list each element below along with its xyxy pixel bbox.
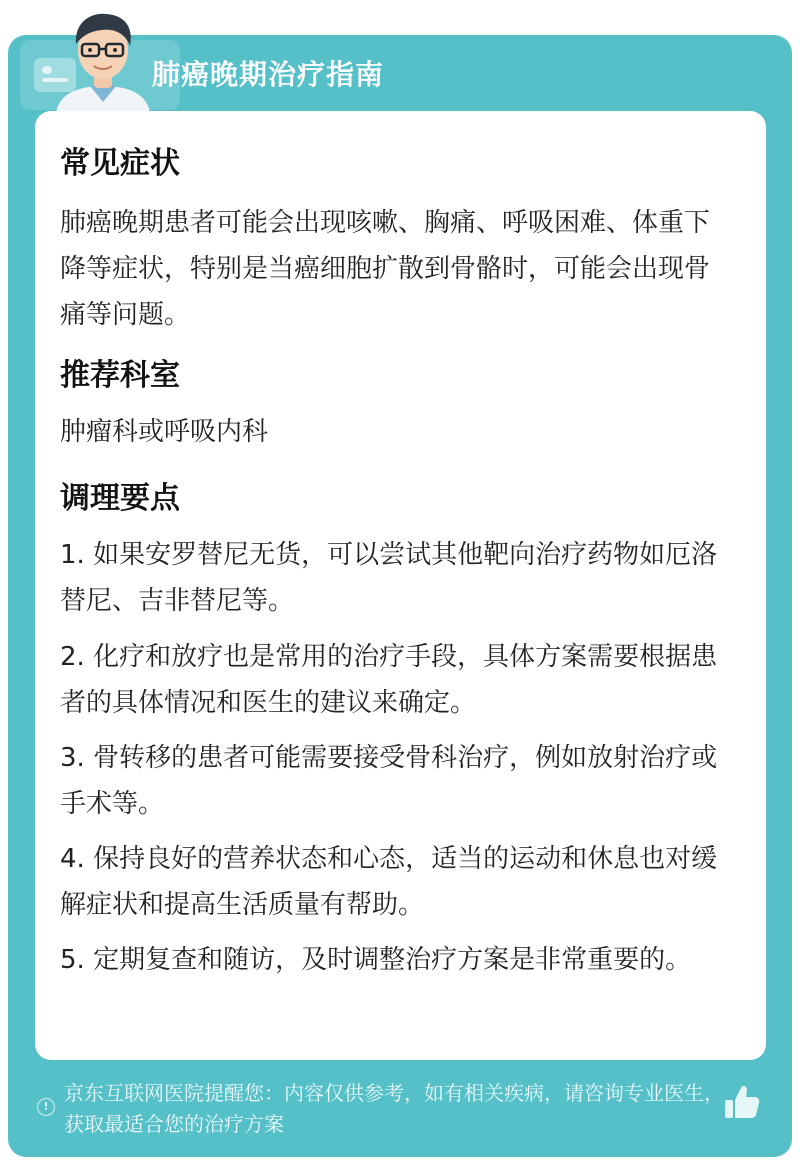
list-item: 2. 化疗和放疗也是常用的治疗手段，具体方案需要根据患者的具体情况和医生的建议来确定。 xyxy=(60,642,718,718)
section-paragraph: 肿瘤科或呼吸内科 xyxy=(60,417,269,447)
thumbs-up-icon[interactable] xyxy=(723,1082,761,1122)
section-paragraph: 肺癌晚期患者可能会出现咳嗽、胸痛、呼吸困难、体重下降等症状，特别是当癌细胞扩散到骨骼时，可能会出现骨痛等问题。 xyxy=(60,208,711,330)
info-icon: ! xyxy=(37,1098,55,1116)
doctor-avatar xyxy=(48,6,158,114)
disclaimer-text: 京东互联网医院提醒您：内容仅供参考，如有相关疾病，请咨询专业医生，获取最适合您的治疗方案 xyxy=(64,1081,724,1136)
list-item: 5. 定期复查和随访，及时调整治疗方案是非常重要的。 xyxy=(60,945,692,975)
list-item: 4. 保持良好的营养状态和心态，适当的运动和休息也对缓解症状和提高生活质量有帮助。 xyxy=(60,844,718,920)
page-title: 肺癌晚期治疗指南 xyxy=(152,58,385,91)
section-heading: 常见症状 xyxy=(60,146,180,181)
list-item: 3. 骨转移的患者可能需要接受骨科治疗，例如放射治疗或手术等。 xyxy=(60,743,718,819)
section-heading: 调理要点 xyxy=(60,481,180,516)
list-item: 1. 如果安罗替尼无货，可以尝试其他靶向治疗药物如厄洛替尼、吉非替尼等。 xyxy=(60,540,718,616)
section-heading: 推荐科室 xyxy=(60,358,180,393)
